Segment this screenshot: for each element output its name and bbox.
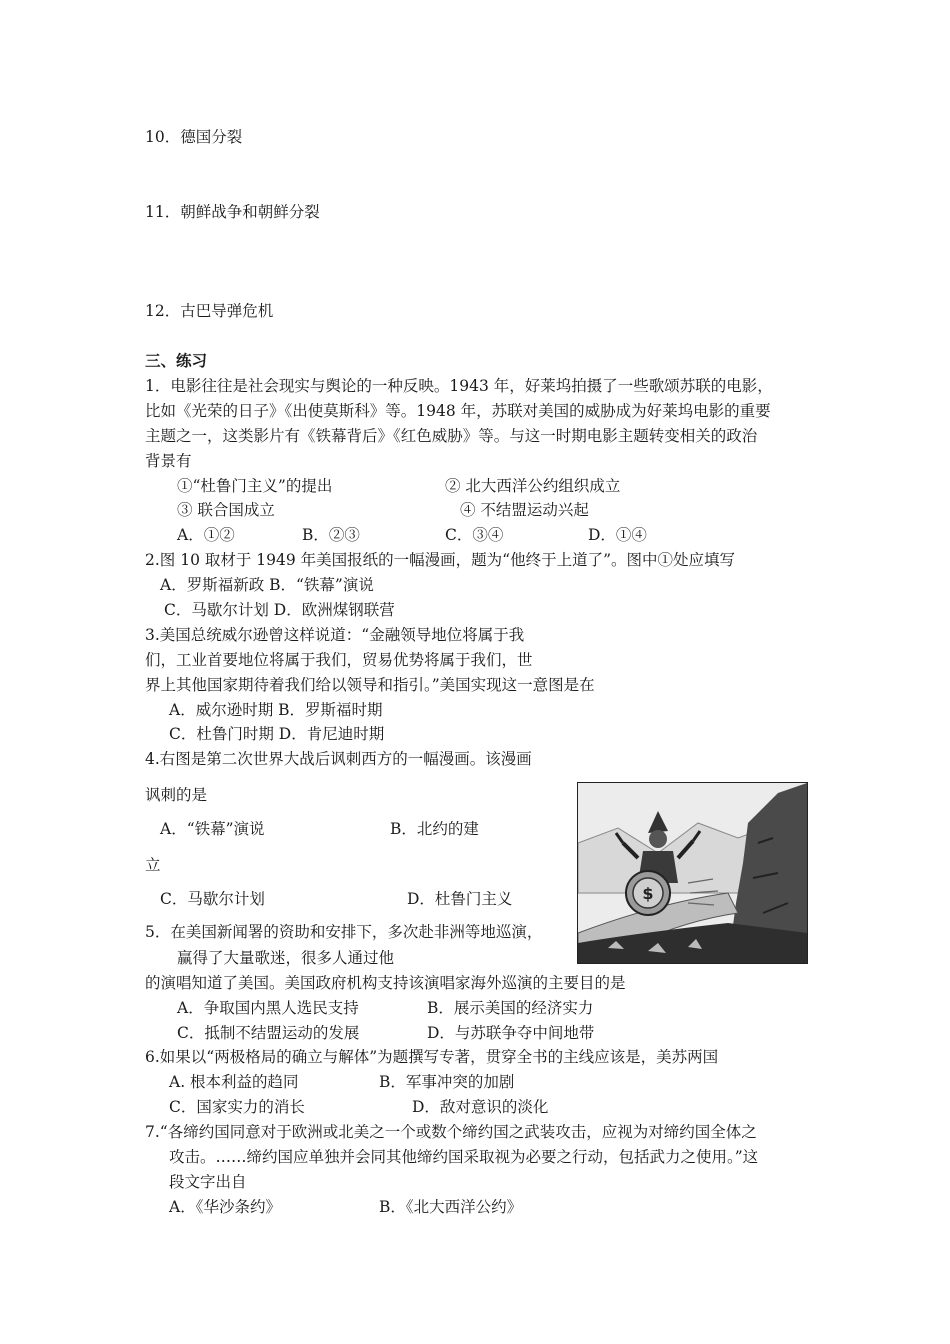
section-title: 三、练习 [145,351,208,370]
q5-stem-line-1: 5．在美国新闻署的资助和安排下，多次赴非洲等地巡演， [145,923,543,941]
q4-option-b: B．北约的建 [390,820,479,838]
q4-stem-line-1: 4.右图是第二次世界大战后讽刺西方的一幅漫画。该漫画 [145,750,532,768]
q1-option-a: A．①② [177,526,235,544]
q4-option-c: C．马歇尔计划 [160,890,265,908]
cartoon-illustration [577,782,808,964]
q7-stem-line-2: 攻击。……缔约国应单独并会同其他缔约国采取视为必要之行动，包括武力之使用。”这 [169,1148,759,1166]
outline-item-12: 12．古巴导弹危机 [145,302,274,320]
q5-option-c: C．抵制不结盟运动的发展 [177,1024,360,1042]
q2-stem: 2.图 10 取材于 1949 年美国报纸的一幅漫画，题为“他终于上道了”。图中①处应填写 [145,551,736,569]
q1-stem-line-3: 主题之一，这类影片有《铁幕背后》《红色威胁》等。与这一时期电影主题转变相关的政治 [145,427,758,445]
q7-option-b: B．《北大西洋公约》 [379,1198,523,1216]
q4-option-b-continued: 立 [145,856,161,874]
q6-stem: 6.如果以“两极格局的确立与解体”为题撰写专著，贯穿全书的主线应该是，美苏两国 [145,1048,719,1066]
cartoon-drawing [578,783,807,963]
q5-option-b: B．展示美国的经济实力 [427,999,594,1017]
q3-stem-line-2: 们，工业首要地位将属于我们，贸易优势将属于我们，世 [145,651,533,669]
q6-option-b: B．军事冲突的加剧 [379,1073,515,1091]
q3-options-cd: C．杜鲁门时期 D．肯尼迪时期 [169,725,385,743]
q1-statement-1: ①“杜鲁门主义”的提出 [177,477,333,495]
q7-stem-line-3: 段文字出自 [169,1173,247,1191]
q6-option-c: C．国家实力的消长 [169,1098,305,1116]
q3-stem-line-3: 界上其他国家期待着我们给以领导和指引。”美国实现这一意图是在 [145,676,595,694]
q6-option-a: A. 根本利益的趋同 [169,1073,299,1091]
q5-stem-line-2: 赢得了大量歌迷，很多人通过他 [177,949,395,967]
q1-statement-3: ③ 联合国成立 [177,501,275,519]
q4-stem-line-2: 讽刺的是 [145,786,208,804]
q5-stem-line-3: 的演唱知道了美国。美国政府机构支持该演唱家海外巡演的主要目的是 [145,974,626,992]
q1-option-b: B．②③ [302,526,360,544]
q3-options-ab: A．威尔逊时期 B．罗斯福时期 [169,701,383,719]
coin-dollar-sign: $ [642,884,654,903]
q2-options-ab: A．罗斯福新政 B．“铁幕”演说 [160,576,374,594]
q1-statement-2: ② 北大西洋公约组织成立 [445,477,621,495]
q4-option-a: A．“铁幕”演说 [160,820,265,838]
q3-stem-line-1: 3.美国总统威尔逊曾这样说道：“金融领导地位将属于我 [145,626,525,644]
q6-option-d: D．敌对意识的淡化 [412,1098,549,1116]
q1-stem-line-1: 1．电影往往是社会现实与舆论的一种反映。1943 年，好莱坞拍摄了一些歌颂苏联的电影， [145,377,773,395]
q5-option-a: A．争取国内黑人选民支持 [177,999,359,1017]
q2-options-cd: C．马歇尔计划 D．欧洲煤钢联营 [164,601,395,619]
q5-option-d: D．与苏联争夺中间地带 [427,1024,595,1042]
q7-stem-line-1: 7.“各缔约国同意对于欧洲或北美之一个或数个缔约国之武装攻击，应视为对缔约国全体之 [145,1123,757,1141]
q1-option-d: D．①④ [588,526,647,544]
q1-stem-line-2: 比如《光荣的日子》《出使莫斯科》等。1948 年，苏联对美国的威胁成为好莱坞电影的重要 [145,402,771,420]
outline-item-11: 11．朝鲜战争和朝鲜分裂 [145,203,320,221]
q4-option-d: D．杜鲁门主义 [407,890,513,908]
q7-option-a: A．《华沙条约》 [169,1198,281,1216]
q1-stem-line-4: 背景有 [145,452,192,470]
q1-option-c: C．③④ [445,526,504,544]
outline-item-10: 10．德国分裂 [145,128,243,146]
q1-statement-4: ④ 不结盟运动兴起 [460,501,589,519]
